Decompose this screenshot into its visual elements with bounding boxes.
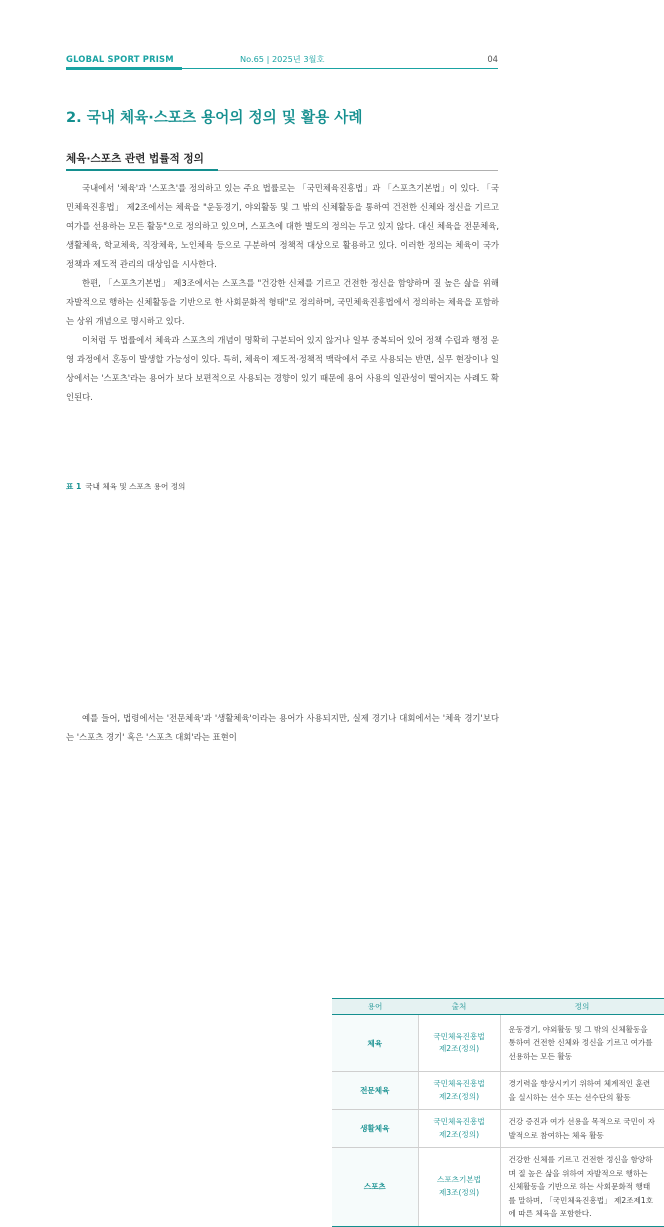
source-article: 제3조(정의) xyxy=(438,1187,480,1197)
body-text-bottom xyxy=(66,709,499,747)
table-caption-text: 국내 체육 및 스포츠 용어 정의 xyxy=(85,482,186,491)
page-header xyxy=(66,54,498,72)
source-cell xyxy=(418,1110,500,1148)
body-text-top xyxy=(66,179,499,407)
source-article: 제2조(정의) xyxy=(438,1044,480,1053)
table-row xyxy=(332,1015,664,1072)
section-title: 2. 국내 체육·스포츠 용어의 정의 및 활용 사례 xyxy=(66,109,363,126)
term-cell: 전문체육 xyxy=(332,1072,418,1110)
table-row xyxy=(332,1072,664,1110)
paragraph: 이처럼 두 법률에서 체육과 스포츠의 개념이 명확히 구분되어 있지 않거나 일부 중복되어 있어 정책 수립과 행정 운영 과정에서 혼동이 발생할 가능성이 있다. 특히, 체육이 제도적·정책적 맥락에서 주로 사용되는 반면, 실무 현장이나 일상에서는 '스포츠'라는 용어가 보다 보편적으로 사용되는 경향이 있기 때문에 용어 사용의 일관성이 떨어지는 사례도 확인된다. xyxy=(66,335,499,402)
column-header-source: 출처 xyxy=(418,999,500,1015)
table-row xyxy=(332,1148,664,1227)
source-cell xyxy=(418,1072,500,1110)
header-rule-accent xyxy=(66,67,182,69)
source-cell xyxy=(418,1015,500,1072)
column-header-definition: 정의 xyxy=(500,999,664,1015)
term-cell: 체육 xyxy=(332,1015,418,1072)
definition-table xyxy=(332,998,664,1227)
table-row xyxy=(332,1110,664,1148)
issue-info: No.65 | 2025년 3월호 xyxy=(240,54,325,64)
paragraph: 국내에서 '체육'과 '스포츠'를 정의하고 있는 주요 법률로는 「국민체육진흥법」과 「스포츠기본법」이 있다. 「국민체육진흥법」 제2조에서는 체육을 "운동경기, 야외활동 및 그 밖의 신체활동을 통하여 건전한 신체와 정신을 기르고 여가를 선용하는 모든 활동"으로 정의하고 있으며, 스포츠에 대한 별도의 정의는 두고 있지 않다. 대신 체육을 전문체육, 생활체육, 학교체육, 직장체육, 노인체육 등으로 구분하여 정책적 대상으로 활용하고 있다. 이러한 정의는 체육이 국가 정책과 제도적 관리의 대상임을 시사한다. xyxy=(66,183,499,269)
definition-cell: 운동경기, 야외활동 및 그 밖의 신체활동을 통하여 건전한 신체와 정신을 기르고 여가를 선용하는 모든 활동 xyxy=(500,1015,664,1072)
table-caption xyxy=(66,481,185,492)
paragraph: 예를 들어, 법령에서는 '전문체육'과 '생활체육'이라는 용어가 사용되지만, 실제 경기나 대회에서는 '체육 경기'보다는 '스포츠 경기' 혹은 '스포츠 대회'라는 표현이 xyxy=(66,713,499,742)
source-law: 국민체육진흥법 xyxy=(433,1031,485,1041)
definition-cell: 경기력을 향상시키기 위하여 체계적인 훈련을 실시하는 선수 또는 선수단의 활동 xyxy=(500,1072,664,1110)
table-caption-number: 표 1 xyxy=(66,482,82,491)
page-number: 04 xyxy=(487,54,498,64)
source-cell xyxy=(418,1148,500,1227)
magazine-brand: GLOBAL SPORT PRISM xyxy=(66,54,174,64)
table-header-row xyxy=(332,999,664,1015)
source-article: 제2조(정의) xyxy=(438,1129,480,1139)
term-cell: 스포츠 xyxy=(332,1148,418,1227)
subsection-title: 체육·스포츠 관련 법률적 정의 xyxy=(66,153,204,165)
source-article: 제2조(정의) xyxy=(438,1091,480,1101)
source-law: 국민체육진흥법 xyxy=(433,1079,485,1088)
definition-cell: 건강한 신체를 기르고 건전한 정신을 함양하며 질 높은 삶을 위하여 자발적으로 행하는 신체활동을 기반으로 하는 사회문화적 행태를 말하며, 「국민체육진흥법」 제2조제1호에 따른 체육을 포함한다. xyxy=(500,1148,664,1227)
subsection-rule-accent xyxy=(66,169,218,171)
source-law: 스포츠기본법 xyxy=(436,1175,481,1185)
column-header-term: 용어 xyxy=(332,999,418,1015)
term-cell: 생활체육 xyxy=(332,1110,418,1148)
definition-cell: 건강 증진과 여가 선용을 목적으로 국민이 자발적으로 참여하는 체육 활동 xyxy=(500,1110,664,1148)
paragraph: 한편, 「스포츠기본법」 제3조에서는 스포츠를 "건강한 신체를 기르고 건전한 정신을 함양하며 질 높은 삶을 위해 자발적으로 행하는 신체활동을 기반으로 한 사회문화적 형태"로 정의하며, 국민체육진흥법에서 정의하는 체육을 포함하는 상위 개념으로 명시하고 있다. xyxy=(66,278,499,326)
source-law: 국민체육진흥법 xyxy=(433,1117,485,1126)
